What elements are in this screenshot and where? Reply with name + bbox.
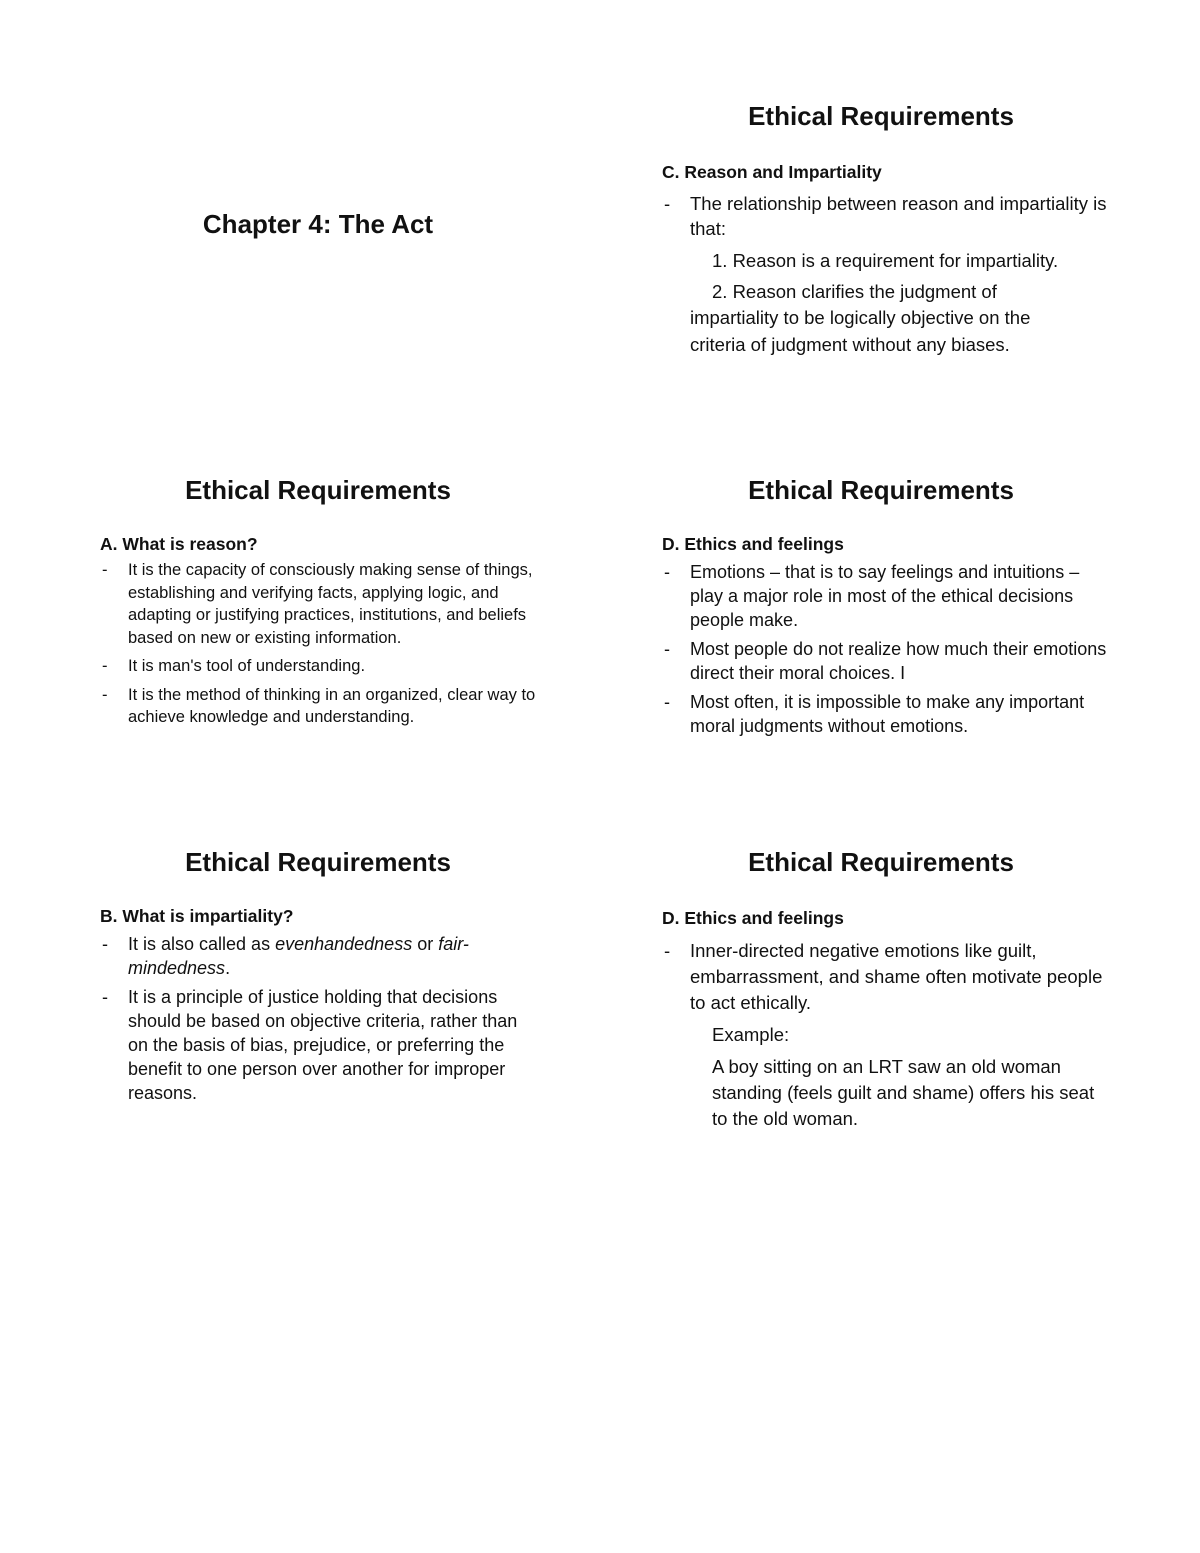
slide-chapter-title (83, 208, 553, 240)
bullet-item (100, 559, 540, 649)
bullet-item (100, 932, 540, 980)
bullet-text: Inner-directed negative emotions like guilt, embarrassment, and shame often motivate people to act ethically. (690, 940, 1103, 1013)
bullet-text: It is a principle of justice holding that decisions should be based on objective criteria, rather than on the basis of bias, prejudice, or preferring the benefit to one person over another for improper reasons. (128, 987, 518, 1103)
slide-subhead: B. What is impartiality? (100, 906, 294, 926)
bullet-text: It is also called as (128, 934, 276, 954)
bullet-dash: - (102, 561, 108, 579)
example-block (662, 1022, 1112, 1132)
bullet-text: It is the method of thinking in an organized, clear way to achieve knowledge and understanding. (128, 685, 536, 726)
bullet-text: The relationship between reason and impartiality is that: (690, 193, 1107, 239)
slide-body (662, 192, 1112, 357)
slide-what-is-reason (100, 474, 540, 729)
slide-title: Ethical Requirements (185, 847, 451, 877)
slide-title: Ethical Requirements (748, 101, 1014, 131)
bullet-item (100, 655, 540, 678)
slide-subhead: A. What is reason? (100, 534, 258, 554)
example-label: Example: (712, 1024, 790, 1045)
bullet-item (662, 637, 1112, 685)
slide-subhead: D. Ethics and feelings (662, 534, 844, 554)
slide-ethics-feelings-2 (662, 846, 1112, 1132)
slide-title: Ethical Requirements (748, 847, 1014, 877)
example-text: A boy sitting on an LRT saw an old woman standing (feels guilt and shame) offers his seat to the old woman. (712, 1056, 1095, 1129)
bullet-text: . (225, 958, 231, 978)
bullet-dash: - (102, 657, 108, 675)
slide-subhead: D. Ethics and feelings (662, 908, 844, 928)
bullet-dash: - (102, 934, 108, 954)
slide-what-is-impartiality (100, 846, 540, 1105)
bullet-text: Most often, it is impossible to make any important moral judgments without emotions. (690, 692, 1085, 736)
bullet-list (100, 559, 540, 729)
bullet-item (662, 560, 1112, 632)
bullet-dash: - (664, 639, 670, 659)
bullet-dash: - (664, 193, 671, 214)
bullet-list (662, 560, 1112, 738)
slide-ethics-feelings-1 (662, 474, 1112, 738)
slide-title: Ethical Requirements (185, 475, 451, 505)
numbered-point-2-cont: criteria of judgment without any biases. (690, 333, 1010, 355)
bullet-text: Emotions – that is to say feelings and intuitions – play a major role in most of the ethical decisions people make. (690, 562, 1080, 630)
bullet-text: It is the capacity of consciously making sense of things, establishing and verifying facts, applying logic, and adapting or justifying practices, institutions, and beliefs based on new or existing information. (128, 561, 533, 647)
bullet-dash: - (664, 940, 671, 961)
bullet-item (662, 938, 1112, 1016)
bullet-dash: - (102, 987, 108, 1007)
bullet-item (662, 192, 1112, 241)
bullet-emphasis: evenhandedness (275, 934, 413, 954)
slide-title: Ethical Requirements (748, 475, 1014, 505)
bullet-dash: - (102, 685, 108, 704)
bullet-dash: - (664, 562, 670, 582)
bullet-text: Most people do not realize how much their emotions direct their moral choices. I (690, 639, 1107, 683)
bullet-list (662, 938, 1112, 1016)
bullet-emphasis: fair-mindedness (128, 934, 469, 978)
slide-subhead: C. Reason and Impartiality (662, 162, 882, 182)
bullet-text: or (412, 934, 439, 954)
chapter-title: Chapter 4: The Act (202, 209, 434, 239)
bullet-text: It is man's tool of understanding. (128, 657, 366, 675)
bullet-item (100, 985, 540, 1105)
bullet-list (100, 932, 540, 1105)
bullet-dash: - (664, 692, 670, 712)
numbered-point-2-cont: impartiality to be logically objective on the (690, 307, 1031, 328)
slide-reason-impartiality (662, 100, 1112, 357)
numbered-point-2: 2. Reason clarifies the judgment of (712, 280, 997, 302)
numbered-point-1: 1. Reason is a requirement for impartiality. (712, 250, 1059, 271)
bullet-item (662, 690, 1112, 738)
bullet-item (100, 684, 540, 729)
